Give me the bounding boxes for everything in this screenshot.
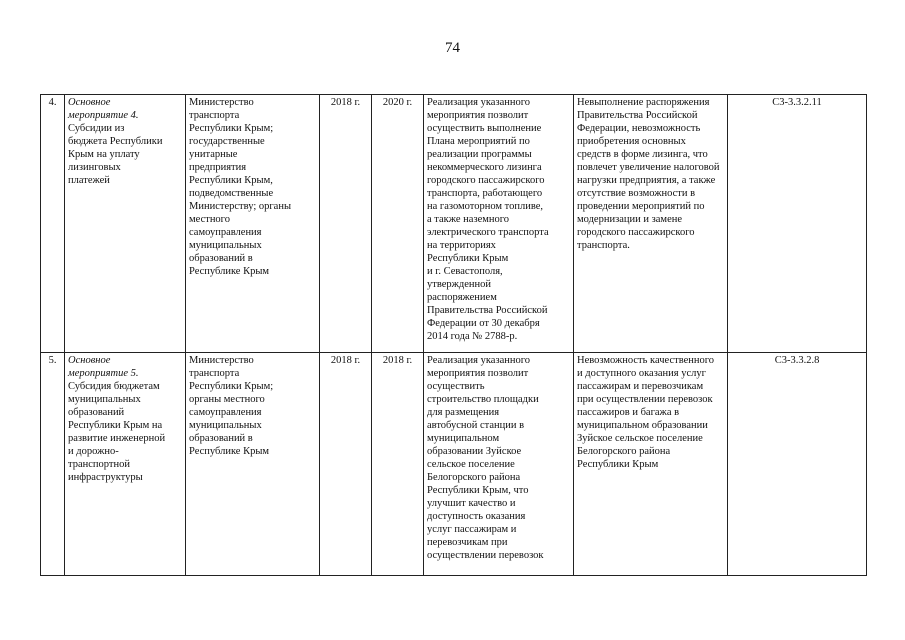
consequence-cell: Невозможность качественного и доступного оказания услуг пассажирам и перевозчикам при осуществлении перевозок пассажиров и багажа в муниципальном образовании Зуйское сельское поселение Белогорского района Республики Крым: [574, 353, 728, 576]
expected-result-cell: Реализация указанного мероприятия позволит осуществить выполнение Плана мероприятий по реализации программы некоммерческого лизинга городского пассажирского транспорта, работающего на газомоторном топливе, а также наземного электрического транспорта на территориях Республики Крым и г. Севастополя, утвержденной распоряжением Правительства Российской Федерации от 30 декабря 2014 года № 2788-р.: [424, 95, 574, 353]
executor-cell: Министерство транспорта Республики Крым; государственные унитарные предприятия Республики Крым, подведомственные Министерству; органы местного самоуправления муниципальных образований в Республике Крым: [186, 95, 320, 353]
measure-title: Основное мероприятие 5.: [68, 355, 139, 379]
table-row: [41, 353, 867, 576]
row-number-cell: 4.: [41, 95, 65, 353]
table-row: [41, 95, 867, 353]
executor-cell: Министерство транспорта Республики Крым; органы местного самоуправления муниципальных образований в Республике Крым: [186, 353, 320, 576]
end-year-cell: 2018 г.: [372, 353, 424, 576]
measure-name-cell: Основное мероприятие 4. Субсидии из бюджета Республики Крым на уплату лизинговых платежей: [65, 95, 186, 353]
indicator-code-cell: С3-3.3.2.8: [728, 353, 867, 576]
expected-result-cell: Реализация указанного мероприятия позволит осуществить строительство площадки для размещения автобусной станции в муниципальном образовании Зуйское сельское поселение Белогорского района Республики Крым, что улучшит качество и доступность оказания услуг пассажирам и перевозчикам при осуществлении перевозок: [424, 353, 574, 576]
end-year-cell: 2020 г.: [372, 95, 424, 353]
measures-table: [40, 94, 867, 576]
start-year-cell: 2018 г.: [320, 353, 372, 576]
measure-name-cell: Основное мероприятие 5. Субсидия бюджетам муниципальных образований Республики Крым на развитие инженерной и дорожно- транспортной инфраструктуры: [65, 353, 186, 576]
indicator-code-cell: С3-3.3.2.11: [728, 95, 867, 353]
consequence-cell: Невыполнение распоряжения Правительства Российской Федерации, невозможность приобретения основных средств в форме лизинга, что повлечет увеличение налоговой нагрузки предприятия, а также отсутствие возможности в проведении мероприятий по модернизации и замене городского пассажирского транспорта.: [574, 95, 728, 353]
start-year-cell: 2018 г.: [320, 95, 372, 353]
measure-title: Основное мероприятие 4.: [68, 97, 139, 121]
page-number: 74: [445, 40, 460, 56]
row-number-cell: 5.: [41, 353, 65, 576]
